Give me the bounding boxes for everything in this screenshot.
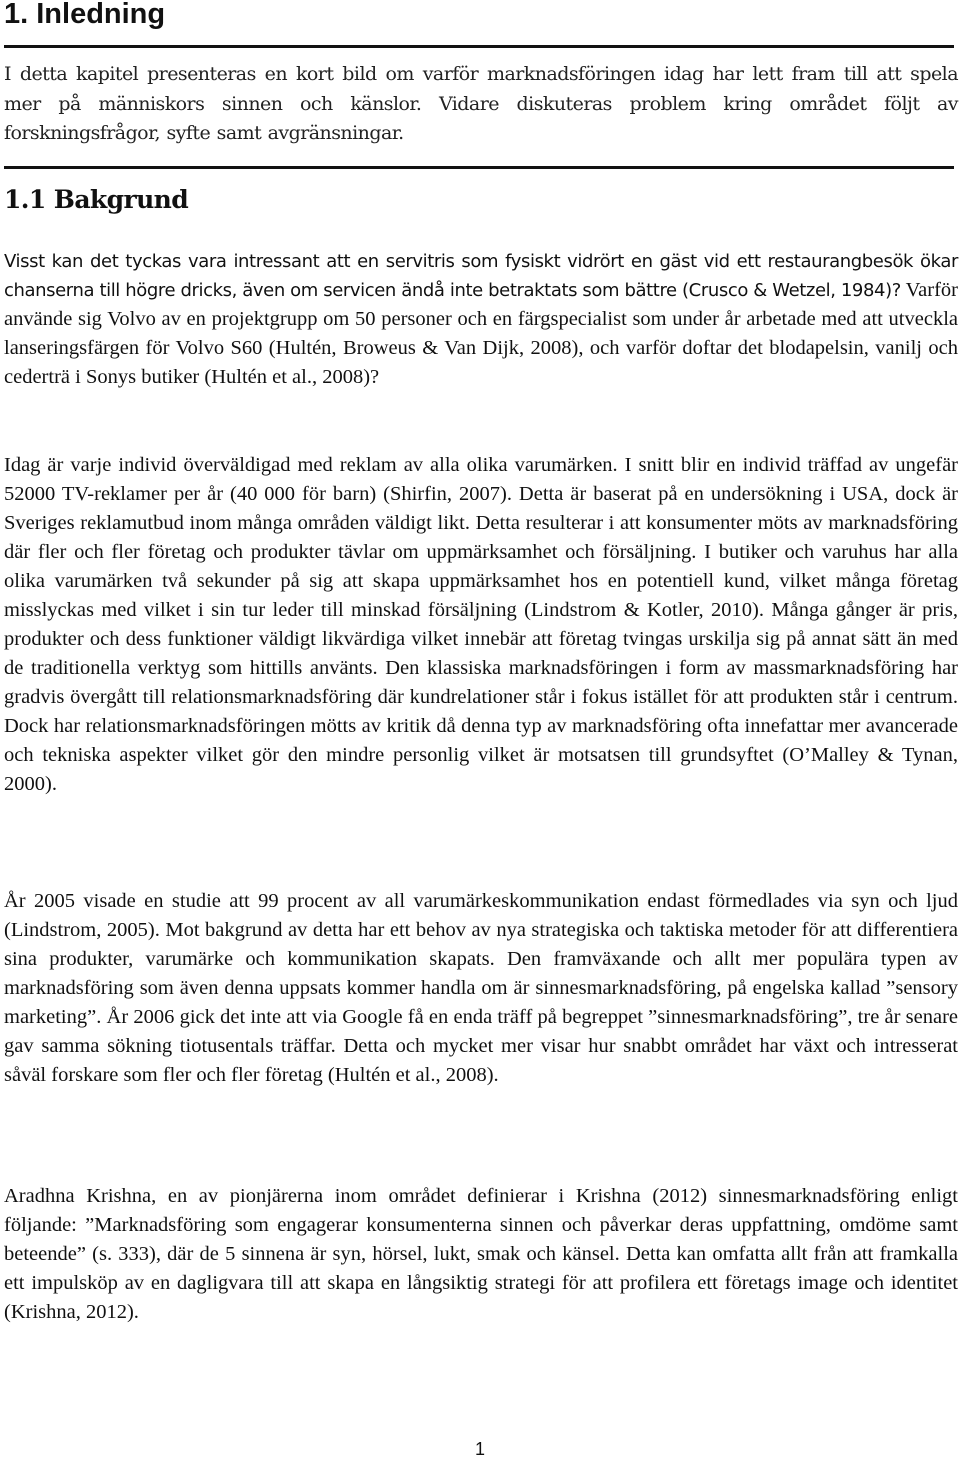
paragraph-3: År 2005 visade en studie att 99 procent av all varumärkeskommunikation endast förmedlades via syn och ljud (Lindstrom, 2005). Mot bakgrund av detta har ett behov av nya strategiska och taktiska metoder för att differentiera sina produkter, varumärke och kommunikation skapats. Den framväxande och allt mer populära typen av marknadsföring som även denna uppsats kommer handla om är sinnesmarknadsföring, på engelska kallad ”sensory marketing”. År 2006 gick det inte att via Google få en enda träff på begreppet ”sinnesmarknadsföring”, tre år senare gav samma sökning tiotusentals träffar. Detta och mycket mer visar hur snabbt området har växt och intresserat såväl forskare som fler och fler företag (Hultén et al., 2008). <box>4 890 958 1086</box>
section-title: 1.1 Bakgrund <box>4 185 189 214</box>
chapter-top-rule <box>4 45 954 48</box>
chapter-bottom-rule <box>4 166 954 169</box>
page-number: 1 <box>474 1439 485 1459</box>
chapter-title: 1. Inledning <box>4 0 166 30</box>
paragraph-1-serif: Varför använde sig Volvo av en projektgrupp om 50 personer och en färgspecialist som under år arbetade med att utveckla lanseringsfärgen för Volvo S60 (Hultén, Broweus & Van Dijk, 2008), och varför doftar det blodapelsin, vanilj och cederträ i Sonys butiker (Hultén et al., 2008)? <box>4 279 958 388</box>
paragraph-2: Idag är varje individ överväldigad med reklam av alla olika varumärken. I snitt blir en individ träffad av ungefär 52000 TV-reklamer per år (40 000 för barn) (Shirfin, 2007). Detta är baserat på en undersökning i USA, dock är Sveriges reklamutbud inom många områden väldigt likt. Detta resulterar i att konsumenter möts av marknadsföring där fler och fler företag och produkter tävlar om uppmärksamhet och försäljning. I butiker och varuhus har alla olika varumärken två sekunder på sig att skapa uppmärksamhet hos en potentiell kund, vilket många företag misslyckas med vilket i sin tur leder till minskad försäljning (Lindstrom & Kotler, 2010). Många gånger är pris, produkter och dess funktioner väldigt likvärdiga vilket innebär att företag tvingas urskilja sig på annat sätt än med de traditionella verktyg som hittills använts. Den klassiska marknadsföringen i form av massmarknadsföring har gradvis övergått till relationsmarknadsföring där kundrelationer står i fokus istället för att produkten står i centrum. Dock har relationsmarknadsföringen mötts av kritik då denna typ av marknadsföring ofta innefattar mer avancerade och tekniska aspekter vilket gör den mindre personlig vilket är motsatsen till grundsyftet (O’Malley & Tynan, 2000). <box>4 454 958 795</box>
chapter-intro: I detta kapitel presenteras en kort bild om varför marknadsföringen idag har lett fram till att spela mer på människors sinnen och känslor. Vidare diskuteras problem kring området följt av forskningsfrågor, syfte samt avgränsningar. <box>4 63 958 144</box>
paragraph-1 <box>4 247 958 392</box>
paragraph-4: Aradhna Krishna, en av pionjärerna inom området definierar i Krishna (2012) sinnesmarknadsföring enligt följande: ”Marknadsföring som engagerar konsumenterna sinnen och påverkar deras uppfattning, omdöme samt beteende” (s. 333), där de 5 sinnena är syn, hörsel, lukt, smak och känsel. Detta kan omfatta allt från att framkalla ett impulsköp av en dagligvara till att skapa en långsiktig strategi för att profilera ett företags image och identitet (Krishna, 2012). <box>4 1185 958 1323</box>
paragraph-1-sans: Visst kan det tyckas vara intressant att en servitris som fysiskt vidrört en gäst vid ett restaurangbesök ökar chanserna till högre dricks, även om servicen ändå inte betraktats som bättre (Crusco & Wetzel, 1984)? <box>4 251 958 301</box>
